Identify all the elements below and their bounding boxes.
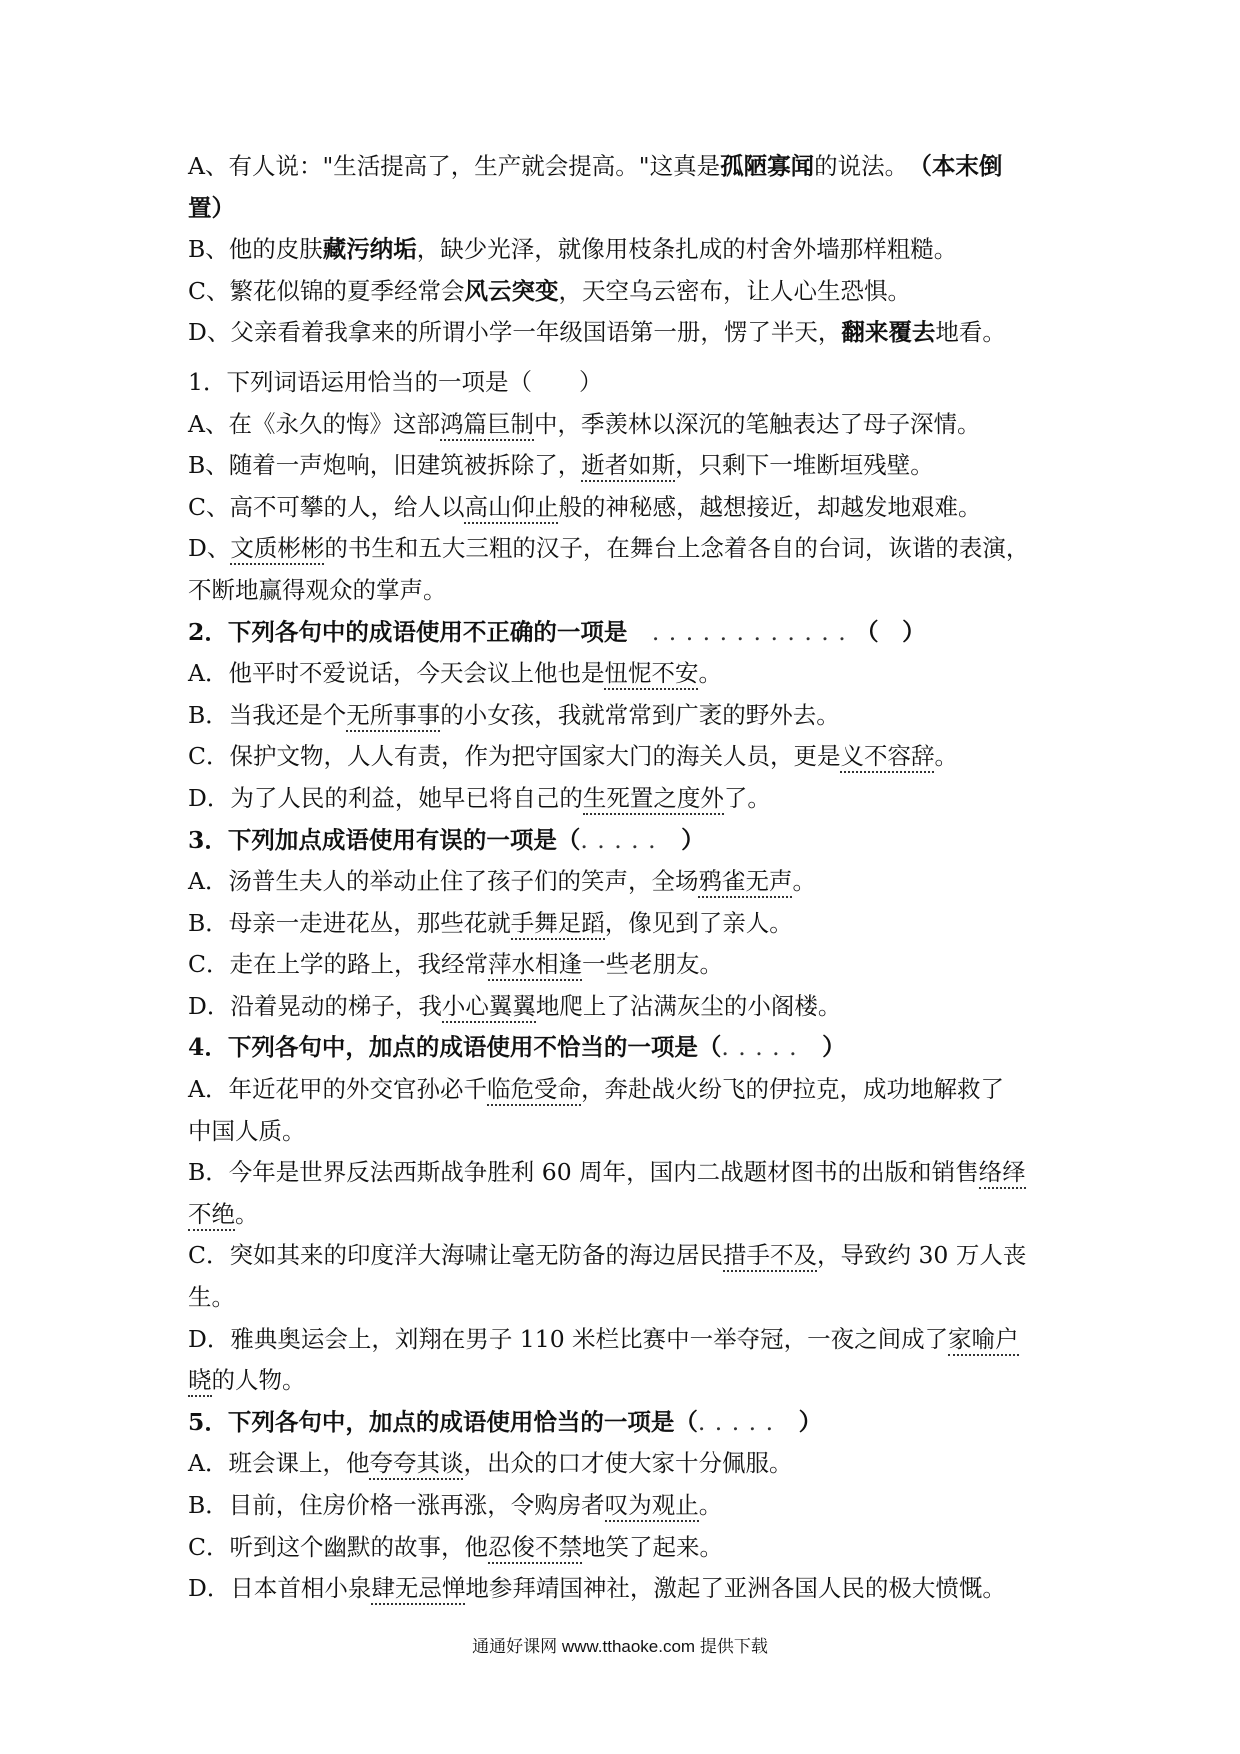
top-option-b [188,229,1068,271]
top-c-idiom: 风云突变 [464,276,559,305]
q5-b-idiom: 叹为观止 [605,1491,699,1522]
q4-a-cont: 中国人质。 [188,1116,306,1145]
top-b-post: ，缺少光泽，就像用枝条扎成的村舍外墙那样粗糙。 [416,235,958,264]
top-b-idiom: 藏污纳垢 [322,235,417,264]
q1-option-a [188,404,1068,446]
q4-b-text: B．今年是世界反法西斯战争胜利 60 周年，国内二战题材图书的出版和销售 [188,1158,979,1187]
q1-d-idiom: 文质彬彬 [230,534,324,565]
q2-stem-paren: （ ） [855,617,926,646]
top-option-d [188,312,1068,354]
q4-a-post: ，奔赴战火纷飞的伊拉克，成功地解救了 [580,1075,1004,1104]
q3-a-idiom: 鸦雀无声 [698,867,792,898]
q1-a-idiom: 鸿篇巨制 [440,410,534,441]
q1-a-text: A、在《永久的悔》这部 [188,409,440,438]
q4-d-idiom: 家喻户 [948,1325,1019,1356]
q2-d-post: 了。 [723,783,771,812]
q5-stem-text: 5．下列各句中，加点的成语使用恰当的一项是（ [188,1407,698,1436]
q3-stem: 3．下列加点成语使用有误的一项是（. . . . . ） [188,825,705,854]
q1-b-text: B、随着一声炮响，旧建筑被拆除了， [188,451,582,480]
q3-option-c [188,944,1068,986]
q5-stem-end: ） [798,1407,823,1436]
q3-b-text: B．母亲一走进花丛，那些花就 [188,908,511,937]
q5-c-idiom: 忍俊不禁 [488,1533,582,1564]
q4-stem: 4．下列各句中，加点的成语使用不恰当的一项是（. . . . . ） [188,1033,846,1062]
q1-c-idiom: 高山仰止 [464,493,558,524]
q5-c-text: C．听到这个幽默的故事，他 [188,1532,488,1561]
q2-c-text: C．保护文物，人人有责，作为把守国家大门的海关人员，更是 [188,742,841,771]
q2-b-idiom: 无所事事 [346,701,440,732]
top-a-post: 的说法。 [814,152,909,180]
q1-c-text: C、高不可攀的人，给人以 [188,492,465,521]
q4-stem-text: 4．下列各句中，加点的成语使用不恰当的一项是（ [188,1033,722,1062]
q1-d-cont: 不断地赢得观众的掌声。 [188,575,447,604]
q5-stem: 5．下列各句中，加点的成语使用恰当的一项是（. . . . . ） [188,1407,823,1436]
q3-option-d [188,986,1068,1028]
q4-a-idiom: 临危受命 [487,1075,581,1106]
q5-option-c [188,1527,1068,1569]
q4-c-text: C．突如其来的印度洋大海啸让毫无防备的海边居民 [188,1241,723,1270]
q5-b-post: 。 [698,1491,723,1519]
q3-stem-text: 3．下列加点成语使用有误的一项是（ [188,825,581,854]
q2-option-c [188,736,1068,778]
q3-d-idiom: 小心翼翼 [442,992,536,1023]
q4-stem-end: ） [822,1033,846,1062]
q4-a-text: A．年近花甲的外交官孙必千 [188,1075,487,1104]
q4-b-post: 。 [235,1199,259,1228]
q5-c-post: 地笑了起来。 [581,1532,723,1561]
q2-a-post: 。 [698,659,722,688]
q4-option-d [188,1319,1068,1361]
q4-b-idiom: 络绎 [979,1158,1026,1189]
top-a-tag: （本末倒 [920,152,1003,180]
q3-a-text: A．汤普生夫人的举动止住了孩子们的笑声，全场 [188,867,699,896]
q2-stem: 2．下列各句中的成语使用不正确的一项是 . . . . . . . . . . . . （ ） [188,617,926,646]
q5-a-text: A．班会课上，他 [188,1449,370,1478]
q5-option-a [188,1443,1068,1485]
q2-a-idiom: 忸怩不安 [604,659,698,690]
q5-option-b [188,1485,1068,1527]
top-b-text: B、他的皮肤 [188,235,323,264]
q2-a-text: A．他平时不爱说话，今天会议上他也是 [188,659,605,688]
top-d-idiom: 翻来覆去 [841,318,936,347]
q4-option-b-cont [188,1194,1068,1236]
q4-c-idiom: 措手不及 [723,1241,817,1272]
q3-option-b [188,903,1068,945]
q2-c-post: 。 [934,742,958,771]
top-a-tag-cont: 置） [188,193,235,222]
q3-c-idiom: 萍水相逢 [488,950,582,981]
q3-c-post: 一些老朋友。 [581,950,723,979]
q4-d-text: D．雅典奥运会上，刘翔在男子 110 米栏比赛中一举夺冠，一夜之间成了 [188,1324,949,1353]
q4-option-b [188,1152,1068,1194]
top-a-text: A、有人说："生活提高了，生产就会提高。"这真是 [188,152,721,180]
q1-c-post: 般的神秘感，越想接近，却越发地艰难。 [558,492,982,521]
q2-d-text: D．为了人民的利益，她早已将自己的 [188,783,583,812]
q4-c-cont: 生。 [188,1283,235,1312]
footer-source: 通通好课网 www.tthaoke.com 提供下载 [472,1637,768,1656]
q1-d-text: D、 [188,534,231,563]
q3-a-post: 。 [792,867,816,896]
q2-c-idiom: 义不容辞 [840,742,934,773]
q4-c-post: ，导致约 30 万人丧 [816,1241,1027,1270]
q4-option-a [188,1069,1068,1111]
q3-d-post: 地爬上了沾满灰尘的小阁楼。 [535,991,842,1020]
q5-d-idiom: 肆无忌惮 [371,1574,465,1605]
q2-d-idiom: 生死置之度外 [583,784,724,815]
q1-stem: 1．下列词语运用恰当的一项是（ ） [188,367,603,396]
q1-b-idiom: 逝者如斯 [581,451,675,482]
q3-b-post: ，像见到了亲人。 [604,908,793,937]
q5-a-idiom: 夸夸其谈 [369,1449,463,1480]
top-option-a [188,146,1068,188]
q3-d-text: D．沿着晃动的梯子，我 [188,991,442,1020]
q4-option-c [188,1235,1068,1277]
q2-stem-text: 2．下列各句中的成语使用不正确的一项是 [188,617,628,646]
q1-option-d [188,528,1068,570]
question-content [188,146,1068,1610]
top-c-post: ，天空乌云密布，让人心生恐惧。 [558,276,911,305]
q2-option-a [188,653,1068,695]
top-d-text: D、父亲看着我拿来的所谓小学一年级国语第一册，愣了半天， [188,318,842,347]
q5-a-post: ，出众的口才使大家十分佩服。 [463,1449,793,1478]
q4-option-d-cont [188,1360,1068,1402]
q3-stem-end: ） [681,825,705,854]
q2-option-b [188,695,1068,737]
q1-option-c [188,487,1068,529]
q5-d-post: 地参拜靖国神社，激起了亚洲各国人民的极大愤慨。 [465,1574,1006,1603]
q5-b-text: B．目前，住房价格一涨再涨，令购房者 [188,1491,605,1519]
q1-option-b [188,445,1068,487]
q2-b-text: B．当我还是个 [188,700,347,729]
q3-c-text: C．走在上学的路上，我经常 [188,950,488,979]
q3-b-idiom: 手舞足蹈 [511,909,605,940]
q1-d-post: 的书生和五大三粗的汉子，在舞台上念着各自的台词，诙谐的表演， [324,534,1030,563]
q5-d-text: D．日本首相小泉 [188,1574,372,1603]
q3-option-a [188,861,1068,903]
q4-b-idiom-cont: 不绝 [188,1200,235,1231]
q5-option-d [188,1568,1068,1610]
top-d-post: 地看。 [935,318,1006,347]
q2-b-post: 的小女孩，我就常常到广袤的野外去。 [440,700,840,729]
q1-b-post: ，只剩下一堆断垣残壁。 [675,451,934,480]
q4-d-post: 的人物。 [211,1366,306,1395]
top-a-idiom: 孤陋寡闻 [720,152,815,180]
q1-a-post: 中，季羡林以深沉的笔触表达了母子深情。 [533,409,981,438]
top-c-text: C、繁花似锦的夏季经常会 [188,276,465,305]
top-option-c [188,271,1068,313]
q4-d-idiom-cont: 晓 [188,1366,212,1397]
q2-option-d [188,778,1068,820]
